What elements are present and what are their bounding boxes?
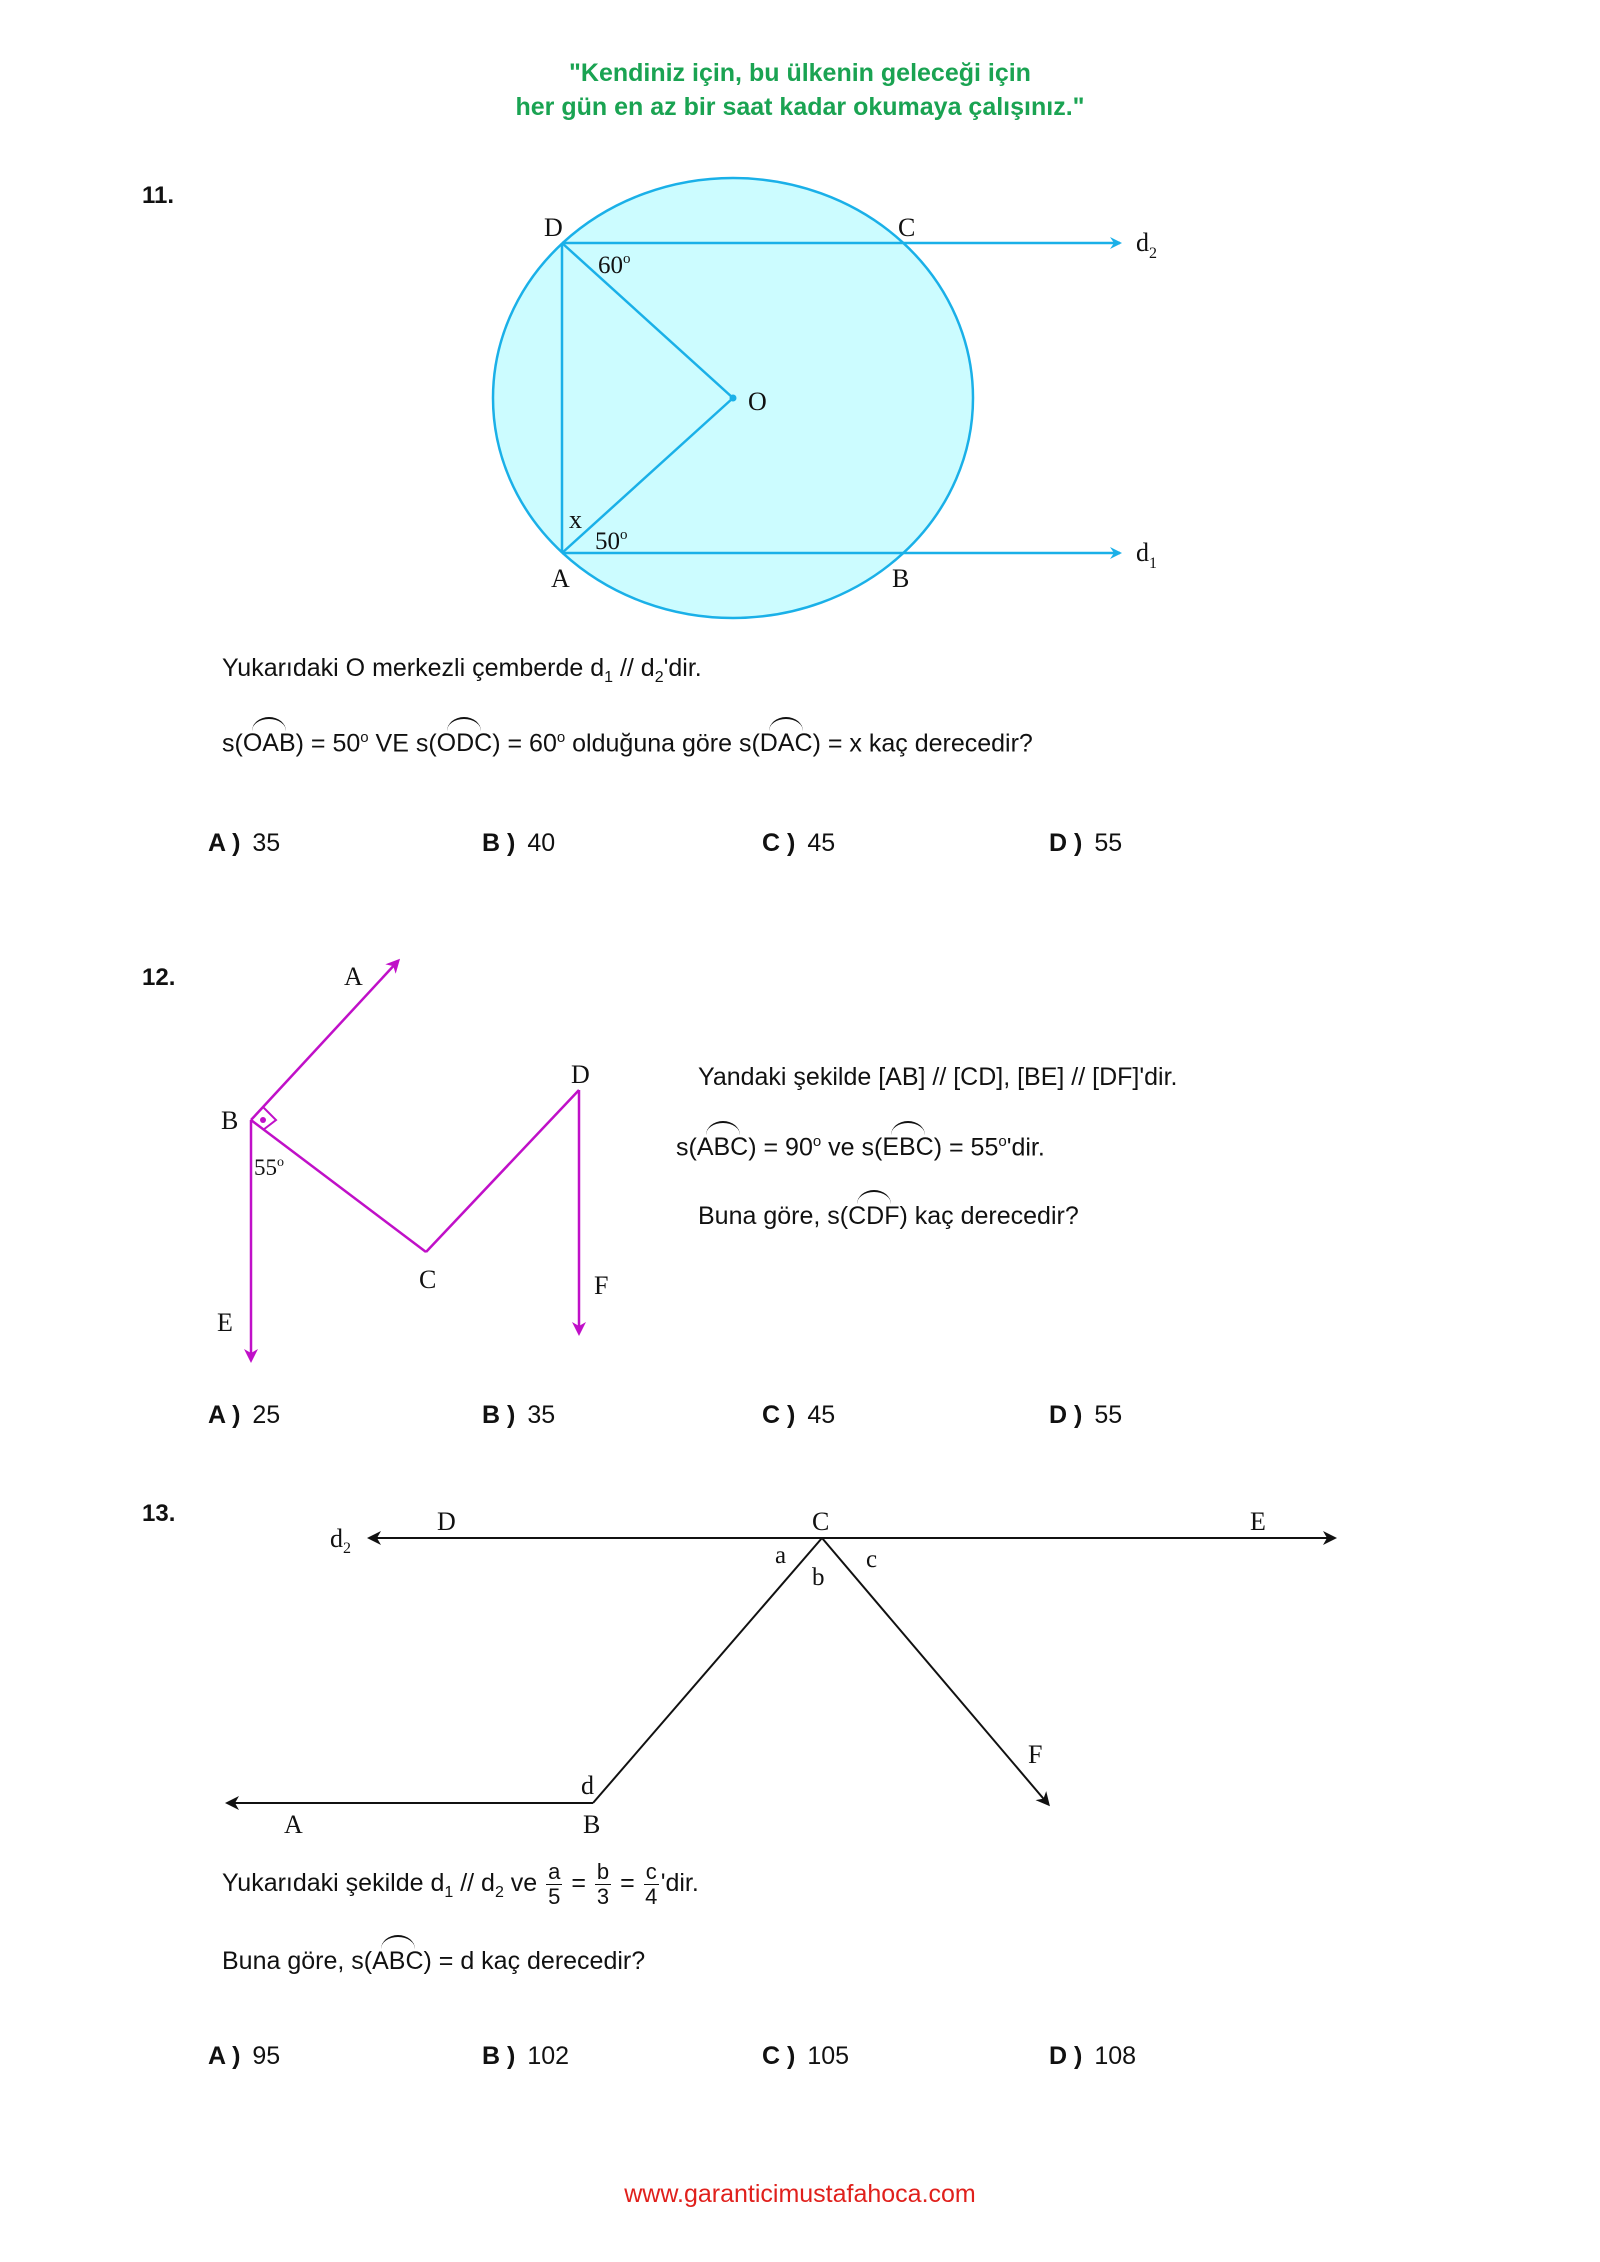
q11-statement-2: $s(OAB) = 50^o$ VE $s(ODC) = 60^o$ olduğuna göre s(DAC) = x kaç derecedir? — [222, 729, 1033, 758]
q11-option-a[interactable]: A ) 35 — [208, 829, 281, 857]
q12-segment-CD — [426, 1090, 579, 1252]
q12-segment-BC — [251, 1120, 426, 1252]
q12-label-C: C — [419, 1265, 437, 1294]
q11-label-d2: $d_2$ — [1136, 228, 1157, 262]
q11-label-B: B — [892, 564, 910, 593]
footer-website-url[interactable]: www.garanticimustafahoca.com — [624, 2180, 976, 2208]
q11-label-x: x — [569, 505, 582, 534]
q13-label-F: F — [1028, 1740, 1043, 1769]
q13-option-c[interactable]: C ) 105 — [762, 2042, 850, 2070]
header-quote-line2: her gün en az bir saat kadar okumaya çalışınız." — [515, 93, 1085, 121]
q13-statement-1: Yukarıdaki şekilde $d_1 // d_2$ ve $\frac{a}{5}$ = $\frac{b}{3}$ = $\frac{c}{4}$ 'dir. — [222, 1859, 699, 1909]
q11-statement-1: Yukarıdaki O merkezli çemberde $d_1 // d_2'dir$. — [222, 654, 702, 686]
q12-statement-2: $s(ABC) = 90^o$ ve $s(EBC) = 55^o'dir$. — [676, 1133, 1045, 1162]
q13-fraction-c4: $\frac{c}{4}$ — [645, 1859, 658, 1909]
q12-label-F: F — [594, 1271, 609, 1300]
q13-label-c: c — [866, 1546, 878, 1573]
q11-option-c[interactable]: C ) 45 — [762, 829, 836, 857]
q12-angle-55: 55$^o$ — [254, 1155, 284, 1180]
q11-center-point — [730, 395, 737, 402]
q13-label-C: C — [812, 1507, 830, 1536]
q13-label-d2: $d_2$ — [330, 1524, 351, 1557]
q11-label-D: D — [544, 213, 563, 242]
q11-label-A: A — [551, 564, 570, 593]
q11-angle-60: 60$^o$ — [598, 251, 631, 279]
q13-label-b: b — [812, 1564, 825, 1591]
q13-option-d[interactable]: D ) 108 — [1049, 2042, 1137, 2070]
question-12-number: 12. — [142, 964, 176, 991]
q13-segment-CB — [593, 1538, 822, 1803]
q11-label-O: O — [748, 387, 767, 416]
q12-label-E: E — [217, 1308, 233, 1337]
q12-zigzag-diagram — [200, 950, 640, 1370]
q12-statement-3: Buna göre, s(CDF) kaç derecedir? — [698, 1202, 1079, 1230]
q13-parallel-lines-diagram — [220, 1490, 1350, 1840]
q11-option-d[interactable]: D ) 55 — [1049, 829, 1123, 857]
q12-option-d[interactable]: D ) 55 — [1049, 1401, 1123, 1429]
header-quote-line1: "Kendiniz için, bu ülkenin geleceği için — [569, 59, 1031, 87]
q12-statement-1: Yandaki şekilde [AB] // [CD], [BE] // [DF]'dir. — [698, 1063, 1178, 1091]
q13-fraction-b3: $\frac{b}{3}$ — [596, 1859, 610, 1909]
q12-option-a[interactable]: A ) 25 — [208, 1401, 281, 1429]
q12-right-angle-dot — [260, 1117, 266, 1123]
q11-angle-50: 50$^o$ — [595, 527, 628, 555]
q12-label-D: D — [571, 1060, 590, 1089]
question-11-number: 11. — [142, 182, 175, 209]
q11-label-d1: $d_1$ — [1136, 538, 1157, 572]
q13-label-A: A — [284, 1810, 303, 1839]
q12-ray-BA — [251, 961, 398, 1120]
q13-label-a: a — [775, 1542, 787, 1569]
q13-fraction-a5: $\frac{a}{5}$ — [548, 1859, 561, 1909]
q13-label-d: d — [581, 1771, 594, 1800]
q13-statement-2: Buna göre, s(ABC) = d kaç derecedir? — [222, 1947, 646, 1975]
q13-label-B: B — [583, 1810, 601, 1839]
q13-label-D: D — [437, 1507, 456, 1536]
q12-option-c[interactable]: C ) 45 — [762, 1401, 836, 1429]
q11-option-b[interactable]: B ) 40 — [482, 829, 556, 857]
q13-option-a[interactable]: A ) 95 — [208, 2042, 281, 2070]
q13-ray-CF — [822, 1538, 1048, 1804]
q13-option-b[interactable]: B ) 102 — [482, 2042, 570, 2070]
q12-label-B: B — [221, 1106, 239, 1135]
q12-option-b[interactable]: B ) 35 — [482, 1401, 556, 1429]
q12-label-A: A — [344, 962, 363, 991]
q11-label-C: C — [898, 213, 916, 242]
q13-label-E: E — [1250, 1507, 1266, 1536]
question-13-number: 13. — [142, 1500, 176, 1527]
q11-circle-diagram — [470, 170, 1190, 630]
